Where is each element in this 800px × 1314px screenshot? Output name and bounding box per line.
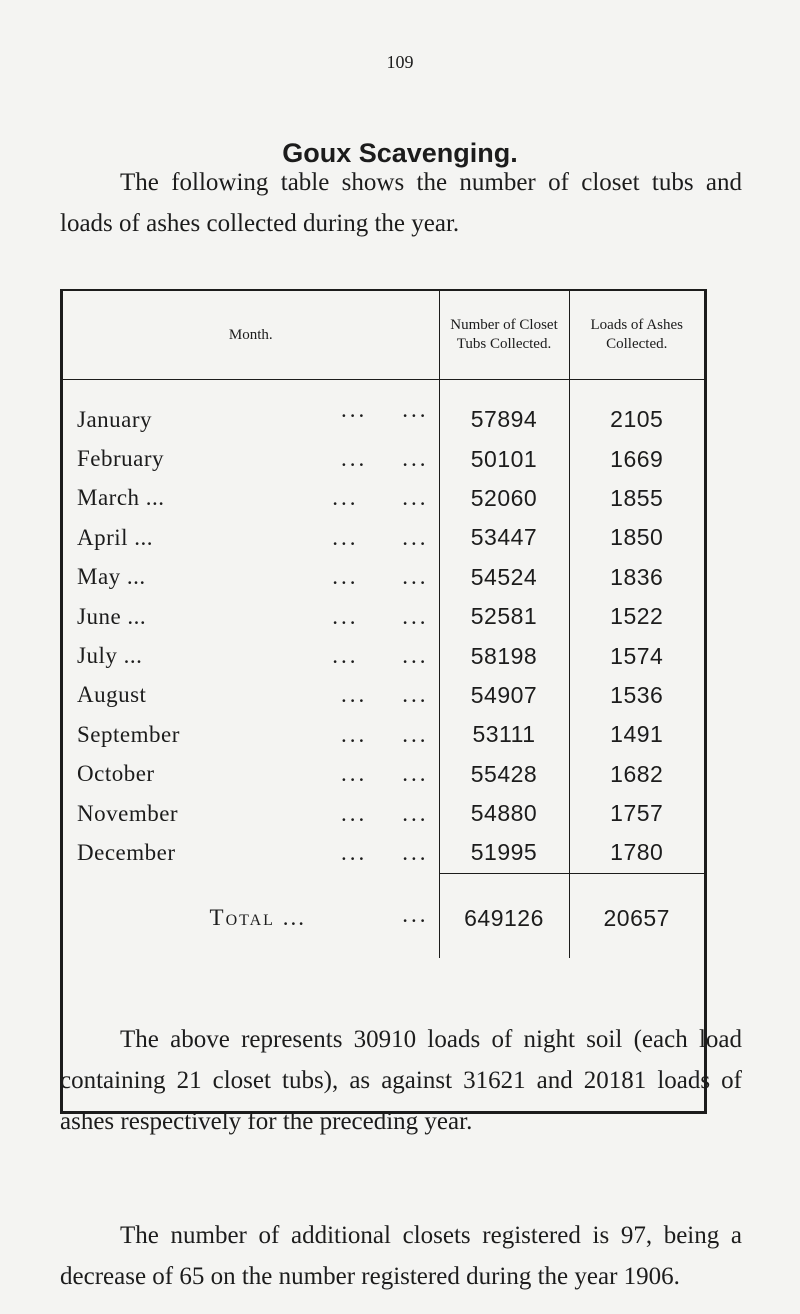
month-name: August [77, 682, 147, 708]
table-row [63, 755, 704, 794]
ashes-cell: 1757 [610, 800, 664, 827]
header-closet-tubs: Number of Closet Tubs Collected. [439, 291, 569, 380]
month-cell [63, 479, 439, 518]
section-heading: Goux Scavenging. [282, 138, 518, 168]
closet-tubs-cell: 54524 [439, 558, 569, 597]
month-name: June ... [77, 603, 147, 629]
month-name: February [77, 446, 165, 472]
closet-tubs-cell: 50101 [439, 439, 569, 478]
closet-tubs-cell: 58198 [439, 636, 569, 675]
closet-tubs-cell: 51995 [439, 833, 569, 873]
ashes-cell: 1669 [610, 445, 664, 472]
table-header-row [63, 291, 704, 380]
table-row [63, 636, 704, 675]
ashes-cell: 1682 [610, 760, 664, 787]
month-name: May ... [77, 564, 146, 590]
intro-paragraph: The following table shows the number of closet tubs and loads of ashes collected during the year. [60, 169, 742, 237]
leader-dots: ... ... [341, 761, 429, 787]
month-name: September [77, 721, 180, 747]
month-cell [63, 597, 439, 636]
ashes-cell: 2105 [610, 406, 664, 433]
leader-dots: ... ... [341, 682, 429, 708]
table-row [63, 715, 704, 754]
ashes-cell: 1536 [610, 681, 664, 708]
closet-tubs-cell: 52060 [439, 479, 569, 518]
month-name: January [77, 406, 153, 432]
leader-dots: ... ... [341, 840, 429, 866]
table-row [63, 439, 704, 478]
closet-tubs-cell: 53447 [439, 518, 569, 557]
table-row [63, 518, 704, 557]
table-row [63, 833, 704, 873]
month-cell [63, 833, 439, 873]
ashes-cell: 1574 [610, 642, 664, 669]
total-label-text: Total ... [209, 905, 306, 931]
closet-tubs-cell: 54907 [439, 676, 569, 715]
ashes-cell: 1780 [610, 839, 664, 866]
table-row [63, 676, 704, 715]
closet-tubs-cell: 55428 [439, 755, 569, 794]
month-cell [63, 558, 439, 597]
closet-tubs-cell: 54880 [439, 794, 569, 833]
header-loads-ashes: Loads of Ashes Collected. [569, 291, 704, 380]
month-name: April ... [77, 524, 154, 550]
month-cell [63, 380, 439, 440]
page-number: 109 [386, 52, 414, 72]
summary-paragraph: The above represents 30910 loads of night soil (each load containing 21 closet tubs), as against 31621 and 20181 loads of ashes respectively for the preceding year. [60, 1026, 742, 1135]
month-cell [63, 636, 439, 675]
table-row [63, 479, 704, 518]
closet-tubs-cell: 52581 [439, 597, 569, 636]
month-name: November [77, 800, 179, 826]
month-cell [63, 794, 439, 833]
ashes-cell: 1491 [610, 721, 664, 748]
leader-dots: ... ... [332, 564, 429, 590]
total-row [63, 873, 704, 958]
header-month: Month. [63, 291, 439, 380]
month-cell [63, 715, 439, 754]
leader-dots: ... ... [332, 485, 429, 511]
closets-paragraph: The number of additional closets registered is 97, being a decrease of 65 on the number registered during the year 1906. [60, 1222, 742, 1290]
month-cell [63, 755, 439, 794]
ashes-cell: 1855 [610, 484, 664, 511]
month-name: July ... [77, 643, 143, 669]
leader-dots: ... ... [341, 396, 429, 422]
table-row [63, 794, 704, 833]
ashes-cell: 1836 [610, 563, 664, 590]
table-row [63, 558, 704, 597]
total-loads-ashes: 20657 [569, 873, 704, 958]
month-name: December [77, 840, 176, 866]
leader-dots: ... ... [332, 643, 429, 669]
closet-tubs-cell: 57894 [439, 380, 569, 440]
ashes-cell: 1522 [610, 603, 664, 630]
leader-dots: ... ... [332, 524, 429, 550]
month-name: March ... [77, 485, 165, 511]
leader-dots: ... ... [341, 446, 429, 472]
total-label [63, 873, 439, 958]
collection-table [60, 289, 707, 1114]
month-cell [63, 676, 439, 715]
leader-dots: ... ... [341, 721, 429, 747]
leader-dots: ... [402, 902, 429, 928]
table-row [63, 380, 704, 440]
closet-tubs-cell: 53111 [439, 715, 569, 754]
table-row [63, 597, 704, 636]
leader-dots: ... ... [332, 603, 429, 629]
month-name: October [77, 761, 155, 787]
month-cell [63, 518, 439, 557]
month-cell [63, 439, 439, 478]
leader-dots: ... ... [341, 800, 429, 826]
ashes-cell: 1850 [610, 524, 664, 551]
total-closet-tubs: 649126 [439, 873, 569, 958]
